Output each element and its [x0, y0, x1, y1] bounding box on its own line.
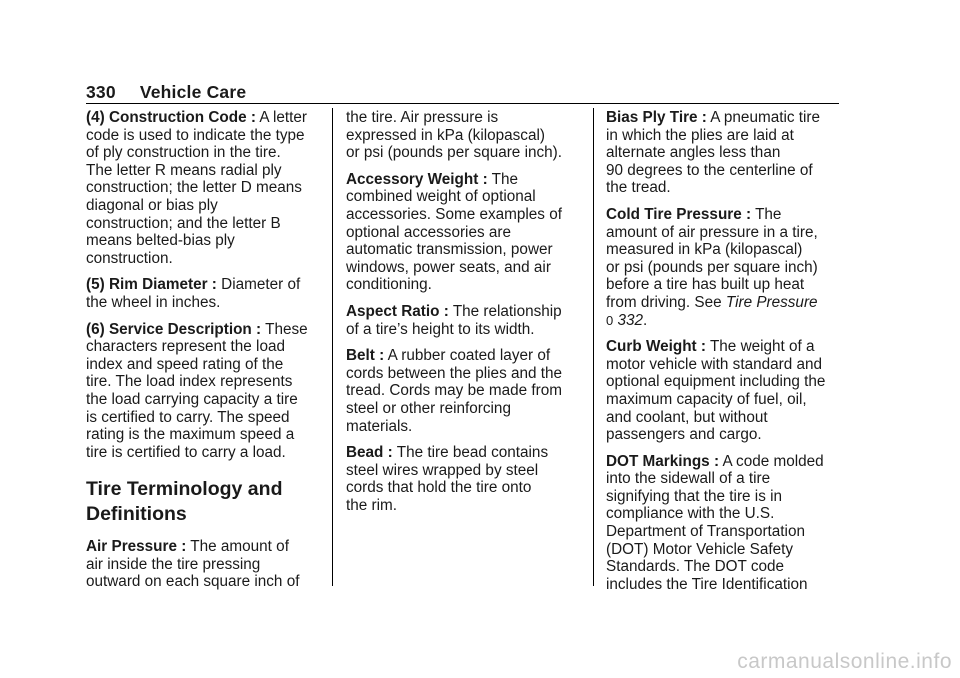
text-line: . [643, 311, 648, 329]
text-line: the tread. [606, 179, 671, 197]
column-divider-1 [332, 108, 333, 586]
text-line: A letter [255, 109, 307, 126]
text-line: alternate angles less than [606, 144, 781, 162]
term: (4) Construction Code : [86, 109, 256, 126]
text-line: The [487, 170, 519, 188]
text-line: measured in kPa (kilopascal) [606, 241, 803, 259]
text-line: before a tire has built up heat [606, 276, 805, 294]
entry-bias-ply-tire [606, 109, 840, 197]
text-line: cords that hold the tire onto [346, 479, 532, 497]
page-header [86, 82, 246, 103]
text-line: expressed in kPa (kilopascal) [346, 126, 545, 144]
text-line: the tire. Air pressure is [346, 109, 499, 126]
text-line: tire is certified to carry a load. [86, 443, 286, 461]
text-line: windows, power seats, and air [346, 258, 551, 276]
text-line: construction; and the letter B [86, 214, 281, 232]
page-number: 330 [86, 82, 116, 102]
entry-curb-weight [606, 338, 840, 444]
term: Belt : [346, 347, 385, 365]
text-line: optional accessories are [346, 223, 511, 241]
text-line: (DOT) Motor Vehicle Safety [606, 540, 794, 558]
entry-air-pressure [86, 538, 322, 591]
text-line: into the sidewall of a tire [606, 470, 771, 488]
text-line: diagonal or bias ply [86, 196, 218, 214]
cross-reference-link[interactable]: Tire Pressure [725, 293, 818, 311]
text-line: conditioning. [346, 276, 432, 294]
text-line: the rim. [346, 496, 397, 514]
text-line: characters represent the load [86, 338, 285, 356]
text-line: includes the Tire Identification [606, 575, 808, 593]
text-line: or psi (pounds per square inch). [346, 144, 562, 162]
text-line: means belted-bias ply [86, 232, 235, 250]
text-line: passengers and cargo. [606, 426, 762, 444]
text-line: tread. Cords may be made from [346, 382, 562, 400]
term: Cold Tire Pressure : [606, 205, 752, 223]
text-line: Department of Transportation [606, 523, 805, 541]
text-line: in which the plies are laid at [606, 126, 794, 144]
text-line: and coolant, but without [606, 408, 768, 426]
entry-belt [346, 347, 584, 435]
entry-air-pressure-continued [346, 109, 584, 162]
text-line: automatic transmission, power [346, 241, 553, 259]
text-line: 90 degrees to the centerline of [606, 161, 813, 179]
text-line: or psi (pounds per square inch) [606, 258, 818, 276]
text-line: the load carrying capacity a tire [86, 390, 298, 408]
term: Bias Ply Tire : [606, 109, 707, 126]
text-line: construction; the letter D means [86, 179, 302, 197]
column-2 [346, 109, 584, 523]
text-line: motor vehicle with standard and [606, 355, 822, 373]
entry-accessory-weight [346, 171, 584, 294]
entry-dot-markings [606, 453, 840, 594]
text-line: the wheel in inches. [86, 293, 221, 311]
text-line: Standards. The DOT code [606, 558, 784, 576]
column-1 [86, 109, 322, 600]
section-title [86, 477, 322, 527]
term: Bead : [346, 444, 393, 462]
term: Accessory Weight : [346, 170, 488, 188]
text-line: A code molded [719, 452, 824, 470]
text-line: materials. [346, 417, 413, 435]
text-line: from driving. See [606, 293, 726, 311]
text-line: outward on each square inch of [86, 573, 300, 591]
text-line: index and speed rating of the [86, 355, 284, 373]
text-line: of ply construction in the tire. [86, 144, 281, 162]
page-reference-icon: 0 [606, 312, 614, 328]
text-line: code is used to indicate the type [86, 126, 305, 144]
text-line: The weight of a [705, 338, 815, 356]
text-line: optional equipment including the [606, 373, 826, 391]
text-line: of a tire’s height to its width. [346, 320, 535, 338]
reference-page-number[interactable]: 332 [613, 311, 644, 329]
term: (6) Service Description : [86, 320, 262, 338]
text-line: A rubber coated layer of [384, 347, 551, 365]
text-line: The tire bead contains [392, 444, 549, 462]
text-line: steel or other reinforcing [346, 399, 511, 417]
text-line: Diameter of [216, 276, 301, 294]
text-line: construction. [86, 249, 173, 267]
section-title-line: Definitions [86, 503, 187, 526]
term: Aspect Ratio : [346, 302, 449, 320]
entry-rim-diameter [86, 276, 322, 311]
text-line: The relationship [448, 302, 562, 320]
entry-aspect-ratio [346, 303, 584, 338]
watermark: carmanualsonline.info [737, 650, 952, 673]
text-line: The amount of [186, 538, 289, 556]
text-line: These [261, 320, 308, 338]
term: Curb Weight : [606, 338, 706, 356]
text-line: The letter R means radial ply [86, 161, 282, 179]
text-line: is certified to carry. The speed [86, 408, 290, 426]
text-line: signifying that the tire is in [606, 487, 783, 505]
column-3 [606, 109, 840, 602]
text-line: cords between the plies and the [346, 364, 563, 382]
text-line: The [751, 205, 782, 223]
term: Air Pressure : [86, 538, 187, 556]
term: DOT Markings : [606, 452, 720, 470]
text-line: accessories. Some examples of [346, 205, 562, 223]
entry-bead [346, 444, 584, 514]
term: (5) Rim Diameter : [86, 276, 217, 294]
section-title-line: Tire Terminology and [86, 478, 283, 501]
text-line: amount of air pressure in a tire, [606, 223, 818, 241]
section-name: Vehicle Care [139, 82, 247, 102]
entry-service-description [86, 321, 322, 462]
entry-construction-code [86, 109, 322, 267]
text-line: rating is the maximum speed a [86, 426, 295, 444]
entry-cold-tire-pressure [606, 206, 840, 329]
text-line: steel wires wrapped by steel [346, 461, 539, 479]
text-line: A pneumatic tire [706, 109, 820, 126]
column-divider-2 [593, 108, 594, 586]
header-rule [86, 103, 839, 104]
text-line: compliance with the U.S. [606, 505, 775, 523]
text-line: tire. The load index represents [86, 373, 293, 391]
text-line: combined weight of optional [346, 188, 536, 206]
text-line: maximum capacity of fuel, oil, [606, 390, 807, 408]
text-line: air inside the tire pressing [86, 555, 261, 573]
